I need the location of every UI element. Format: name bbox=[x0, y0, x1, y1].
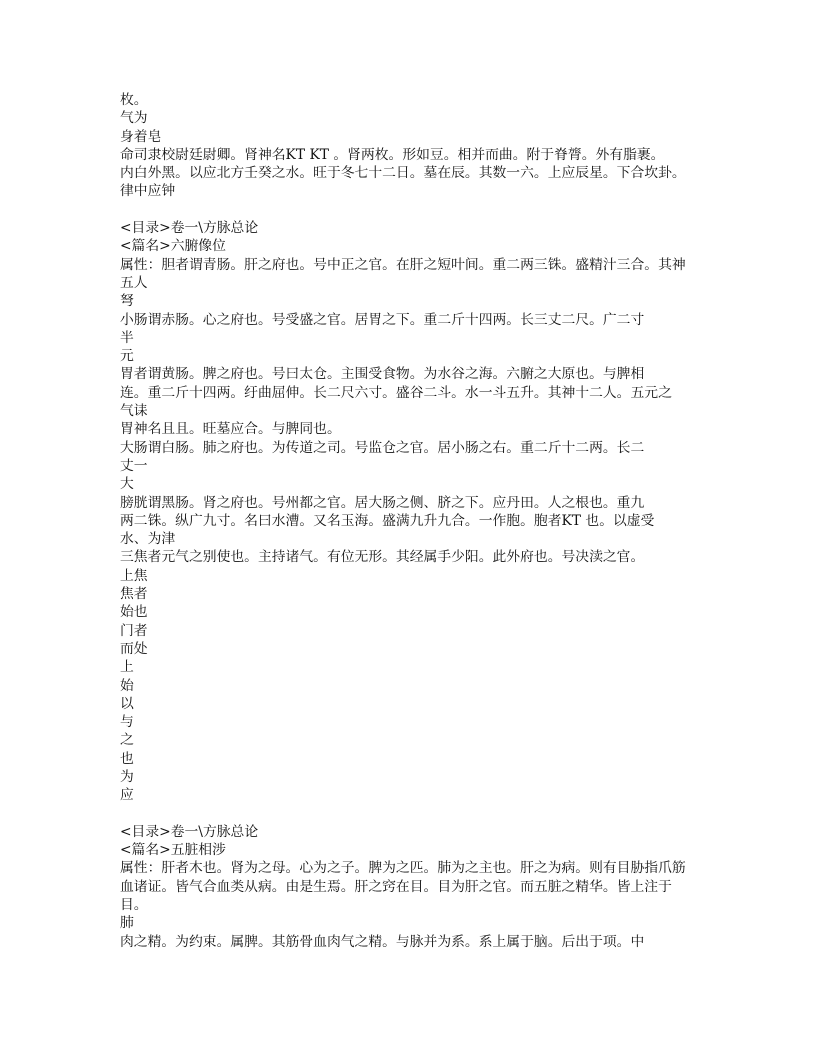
text-line: <目录>卷一\方脉总论 bbox=[120, 220, 259, 237]
text-line: 水、为津 bbox=[120, 531, 176, 548]
blank-line bbox=[120, 805, 720, 823]
text-line: 上 bbox=[120, 659, 134, 676]
text-line: 而处 bbox=[120, 640, 148, 657]
text-line: 上焦 bbox=[120, 567, 148, 584]
text-line: 大 bbox=[120, 476, 134, 493]
text-line: 始也 bbox=[120, 604, 148, 621]
text-line: 气为 bbox=[120, 110, 148, 127]
text-line: 内白外黑。以应北方壬癸之水。旺于冬七十二日。墓在辰。其数一六。上应辰星。下合坎卦。 bbox=[120, 165, 686, 182]
text-line: 律中应钟 bbox=[120, 183, 176, 200]
text-line: 命司隶校尉廷尉卿。肾神名KT KT 。肾两枚。形如豆。相并而曲。附于脊膂。外有脂裹。 bbox=[120, 146, 665, 163]
text-line: 属性：肝者木也。肾为之母。心为之子。脾为之匹。肺为之主也。肝之为病。则有目胁指爪筋 bbox=[120, 860, 686, 877]
text-line: 小肠谓赤肠。心之府也。号受盛之官。居胃之下。重二斤十四两。长三丈二尺。广二寸 bbox=[120, 311, 645, 328]
text-line: <目录>卷一\方脉总论 bbox=[120, 823, 259, 840]
text-line: 血诸证。皆气合血类从病。由是生焉。肝之窍在目。目为肝之官。而五脏之精华。皆上注于 bbox=[120, 878, 672, 895]
text-line: 身着皂 bbox=[120, 128, 162, 145]
text-line: 之 bbox=[120, 732, 134, 749]
text-line: 也 bbox=[120, 750, 134, 767]
text-line: 始 bbox=[120, 677, 134, 694]
text-line: 属性：胆者谓青肠。肝之府也。号中正之官。在肝之短叶间。重二两三铢。盛精汁三合。其神 bbox=[120, 256, 686, 273]
text-line: 应 bbox=[120, 787, 134, 804]
text-line: <篇名>六腑像位 bbox=[120, 238, 226, 255]
text-line: 与 bbox=[120, 714, 134, 731]
text-line: 两二铢。纵广九寸。名曰水漕。又名玉海。盛满九升九合。一作胞。胞者KT 也。以虚受 bbox=[120, 512, 655, 529]
text-line: 弩 bbox=[120, 293, 134, 310]
text-line: 肺 bbox=[120, 915, 134, 932]
text-line: <篇名>五脏相涉 bbox=[120, 842, 226, 859]
text-line: 为 bbox=[120, 768, 134, 785]
text-line: 大肠谓白肠。肺之府也。为传道之司。号监仓之官。居小肠之右。重二斤十二两。长二 bbox=[120, 439, 645, 456]
text-line: 胃者谓黄肠。脾之府也。号曰太仓。主围受食物。为水谷之海。六腑之大原也。与脾相 bbox=[120, 366, 645, 383]
text-line: 肉之精。为约束。属脾。其筋骨血肉气之精。与脉并为系。系上属于脑。后出于项。中 bbox=[120, 933, 645, 950]
text-line: 以 bbox=[120, 695, 134, 712]
text-line: 丈一 bbox=[120, 457, 148, 474]
text-line: 气诔 bbox=[120, 403, 148, 420]
text-line: 门者 bbox=[120, 622, 148, 639]
text-line: 膀胱谓黑肠。肾之府也。号州都之官。居大肠之侧、脐之下。应丹田。人之根也。重九 bbox=[120, 494, 645, 511]
blank-line bbox=[120, 201, 720, 219]
document-page-text bbox=[120, 91, 720, 951]
text-line: 三焦者元气之别使也。主持诸气。有位无形。其经属手少阳。此外府也。号决渎之官。 bbox=[120, 549, 645, 566]
text-line: 连。重二斤十四两。纡曲屈伸。长二尺六寸。盛谷二斗。水一斗五升。其神十二人。五元之 bbox=[120, 384, 672, 401]
text-line: 半 bbox=[120, 329, 134, 346]
text-line: 五人 bbox=[120, 274, 148, 291]
text-line: 焦者 bbox=[120, 586, 148, 603]
text-line: 枚。 bbox=[120, 92, 148, 108]
text-line: 元 bbox=[120, 348, 134, 365]
text-line: 胃神名且且。旺墓应合。与脾同也。 bbox=[120, 421, 341, 438]
text-line: 目。 bbox=[120, 897, 148, 914]
